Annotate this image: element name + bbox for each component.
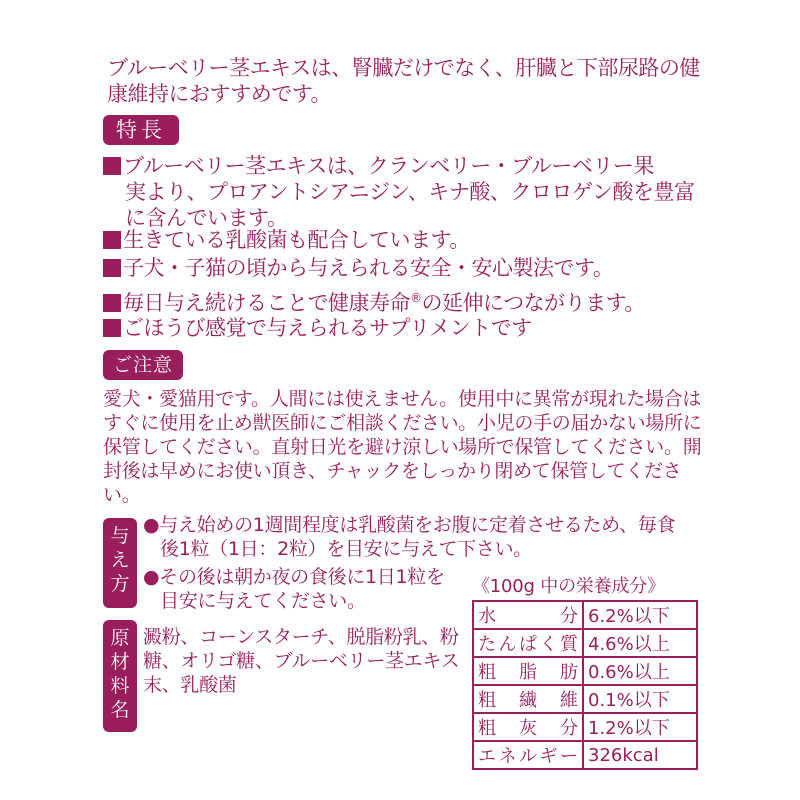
caution-heading: ご注意 (103, 350, 183, 380)
circle-bullet-icon: ● (143, 566, 160, 588)
table-row: 粗脂肪 0.6%以上 (473, 657, 697, 685)
table-row: 粗繊維 0.1%以下 (473, 685, 697, 713)
feature-item: ごほうび感覚で与えられるサプリメントです (103, 315, 532, 341)
square-bullet-icon (103, 157, 121, 175)
square-bullet-icon (103, 231, 121, 249)
square-bullet-icon (103, 294, 121, 312)
ingredients-label: 原 材 料 名 (103, 620, 137, 732)
feature-item: ブルーベリー茎エキスは、クランベリー・ブルーベリー果 実より、プロアントシアニジン、キナ酸、クロロゲン酸を豊富に含んでいます。 (103, 153, 703, 231)
feature-item: 生きている乳酸菌も配合しています。 (103, 227, 470, 253)
nutrition-title: 《100g 中の栄養成分》 (472, 576, 665, 597)
features-heading: 特長 (103, 115, 179, 145)
howto-item: ●その後は朝か夜の食後に1日1粒を 目安に与えてください。 (143, 566, 445, 612)
intro-text: ブルーベリー茎エキスは、腎臓だけでなく、肝臓と下部尿路の健康維持におすすめです。 (107, 56, 700, 106)
feature-item: 毎日与え続けることで健康寿命®の延伸につながります。 (103, 285, 645, 316)
table-row: 粗灰分 1.2%以下 (473, 713, 697, 741)
feature-item: 子犬・子猫の頃から与えられる安全・安心製法です。 (103, 255, 613, 281)
circle-bullet-icon: ● (143, 514, 160, 536)
howto-item: ●与え始めの1週間程度は乳酸菌をお腹に定着させるため、毎食 後1粒（1日：2粒）を目安に与えて下さい。 (143, 514, 676, 560)
caution-text: 愛犬・愛猫用です。人間には使えません。使用中に異常が現れた場合はすぐに使用を止め獣医師にご相談ください。小児の手の届かない場所に保管してください。直射日光を避け涼しい場所で保管してください。開封後は早めにお使い頂き、チャックをしっかり閉めて保管してください。 (103, 388, 702, 506)
square-bullet-icon (103, 319, 121, 337)
howto-label: 与 え 方 (103, 518, 137, 608)
table-row: エネルギー 326kcal (473, 741, 697, 769)
square-bullet-icon (103, 259, 121, 277)
nutrition-table (472, 600, 698, 770)
ingredients-text: 澱粉、コーンスターチ、脱脂粉乳、粉糖、オリゴ糖、ブルーベリー茎エキス末、乳酸菌 (143, 626, 460, 696)
table-row: たんぱく質 4.6%以上 (473, 629, 697, 657)
registered-mark: ® (410, 291, 422, 305)
table-row: 水分 6.2%以下 (473, 601, 697, 629)
